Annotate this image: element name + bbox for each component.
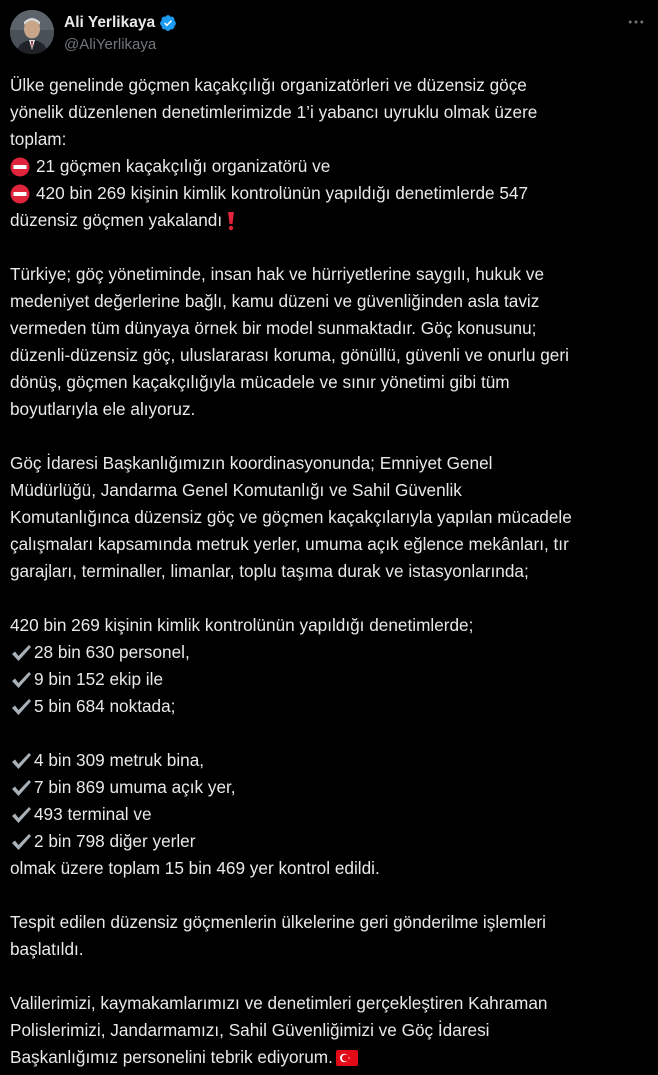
text-span: Müdürlüğü, Jandarma Genel Komutanlığı ve Sahil Güvenlik (10, 480, 462, 500)
text-span: Valilerimizi, kaymakamlarımızı ve denetimleri gerçekleştiren Kahraman (10, 993, 548, 1013)
text-line (10, 477, 650, 504)
text-span: düzensiz göçmen yakalandı (10, 210, 223, 230)
text-span: Ülke genelinde göçmen kaçakçılığı organizatörleri ve düzensiz göçe (10, 75, 527, 95)
no-entry-emoji-icon (10, 184, 30, 204)
text-line (10, 855, 650, 882)
tweet-header (0, 0, 658, 66)
text-span: düzenli-düzensiz göç, uluslararası koruma, gönüllü, güvenli ve onurlu geri (10, 345, 569, 365)
author-display-name[interactable]: Ali Yerlikaya (64, 14, 156, 31)
text-line (10, 936, 650, 963)
text-span: 420 bin 269 kişinin kimlik kontrolünün yapıldığı denetimlerde; (10, 615, 474, 635)
paragraph-gap (10, 585, 650, 612)
more-options-button[interactable] (624, 10, 648, 34)
check-mark-emoji-icon (10, 778, 32, 798)
text-span: Başkanlığımız personelini tebrik ediyorum. (10, 1047, 333, 1067)
paragraph-gap (10, 720, 650, 747)
text-line (10, 747, 650, 774)
turkey-flag-emoji-icon (336, 1050, 358, 1066)
text-span: dönüş, göçmen kaçakçılığıyla mücadele ve sınır yönetimi gibi tüm (10, 372, 510, 392)
text-line (10, 558, 650, 585)
text-line (10, 774, 650, 801)
text-line (10, 801, 650, 828)
text-line (10, 1044, 650, 1071)
text-line (10, 99, 650, 126)
text-span: 21 göçmen kaçakçılığı organizatörü ve (36, 156, 331, 176)
text-span: çalışmaları kapsamında metruk yerler, umuma açık eğlence mekânları, tır (10, 534, 569, 554)
text-span: yönelik düzenlenen denetimlerimizde 1’i yabancı uyruklu olmak üzere (10, 102, 538, 122)
check-mark-emoji-icon (10, 643, 32, 663)
text-span: Komutanlığınca düzensiz göç ve göçmen kaçakçılarıyla yapılan mücadele (10, 507, 572, 527)
text-line (10, 396, 650, 423)
text-span: 9 bin 152 ekip ile (34, 669, 163, 689)
text-span: 420 bin 269 kişinin kimlik kontrolünün yapıldığı denetimlerde 547 (36, 183, 529, 203)
text-line (10, 315, 650, 342)
check-mark-emoji-icon (10, 832, 32, 852)
text-line (10, 990, 650, 1017)
text-line (10, 612, 650, 639)
author-handle[interactable]: @AliYerlikaya (64, 36, 157, 53)
text-line (10, 207, 650, 234)
text-span: 7 bin 869 umuma açık yer, (34, 777, 236, 797)
text-line (10, 126, 650, 153)
paragraph-gap (10, 963, 650, 990)
no-entry-emoji-icon (10, 157, 30, 177)
text-line (10, 72, 650, 99)
text-line (10, 666, 650, 693)
text-span: boyutlarıyla ele alıyoruz. (10, 399, 196, 419)
verified-badge-icon[interactable] (159, 14, 177, 32)
check-mark-emoji-icon (10, 670, 32, 690)
text-span: garajları, terminaller, limanlar, toplu taşıma durak ve istasyonlarında; (10, 561, 529, 581)
check-mark-emoji-icon (10, 751, 32, 771)
text-span: 5 bin 684 noktada; (34, 696, 176, 716)
text-line (10, 450, 650, 477)
text-span: Göç İdaresi Başkanlığımızın koordinasyonunda; Emniyet Genel (10, 453, 493, 473)
avatar[interactable] (10, 10, 54, 54)
text-span: 2 bin 798 diğer yerler (34, 831, 196, 851)
text-span: başlatıldı. (10, 939, 84, 959)
text-line (10, 693, 650, 720)
avatar-photo-icon (10, 10, 54, 54)
text-line (10, 288, 650, 315)
check-mark-emoji-icon (10, 697, 32, 717)
text-line (10, 261, 650, 288)
text-span: Polislerimizi, Jandarmamızı, Sahil Güvenliğimizi ve Göç İdaresi (10, 1020, 490, 1040)
text-span: Türkiye; göç yönetiminde, insan hak ve hürriyetlerine saygılı, hukuk ve (10, 264, 545, 284)
tweet-text (10, 72, 650, 1071)
text-span: medeniyet değerlerine bağlı, kamu düzeni ve güvenliğinden asla taviz (10, 291, 540, 311)
paragraph-gap (10, 882, 650, 909)
text-span: vermeden tüm dünyaya örnek bir model sunmaktadır. Göç konusunu; (10, 318, 537, 338)
paragraph-gap (10, 234, 650, 261)
text-line (10, 909, 650, 936)
text-span: 4 bin 309 metruk bina, (34, 750, 205, 770)
text-line (10, 828, 650, 855)
check-mark-emoji-icon (10, 805, 32, 825)
text-line (10, 504, 650, 531)
text-line (10, 153, 650, 180)
text-line (10, 1017, 650, 1044)
text-line (10, 639, 650, 666)
text-line (10, 180, 650, 207)
author-name-row (64, 12, 177, 34)
text-line (10, 531, 650, 558)
text-span: 493 terminal ve (34, 804, 152, 824)
text-line (10, 342, 650, 369)
text-span: toplam: (10, 129, 67, 149)
paragraph-gap (10, 423, 650, 450)
red-exclamation-emoji-icon (225, 211, 237, 231)
text-span: Tespit edilen düzensiz göçmenlerin ülkelerine geri gönderilme işlemleri (10, 912, 546, 932)
more-options-icon (626, 12, 646, 32)
text-span: olmak üzere toplam 15 bin 469 yer kontrol edildi. (10, 858, 380, 878)
text-span: 28 bin 630 personel, (34, 642, 190, 662)
text-line (10, 369, 650, 396)
